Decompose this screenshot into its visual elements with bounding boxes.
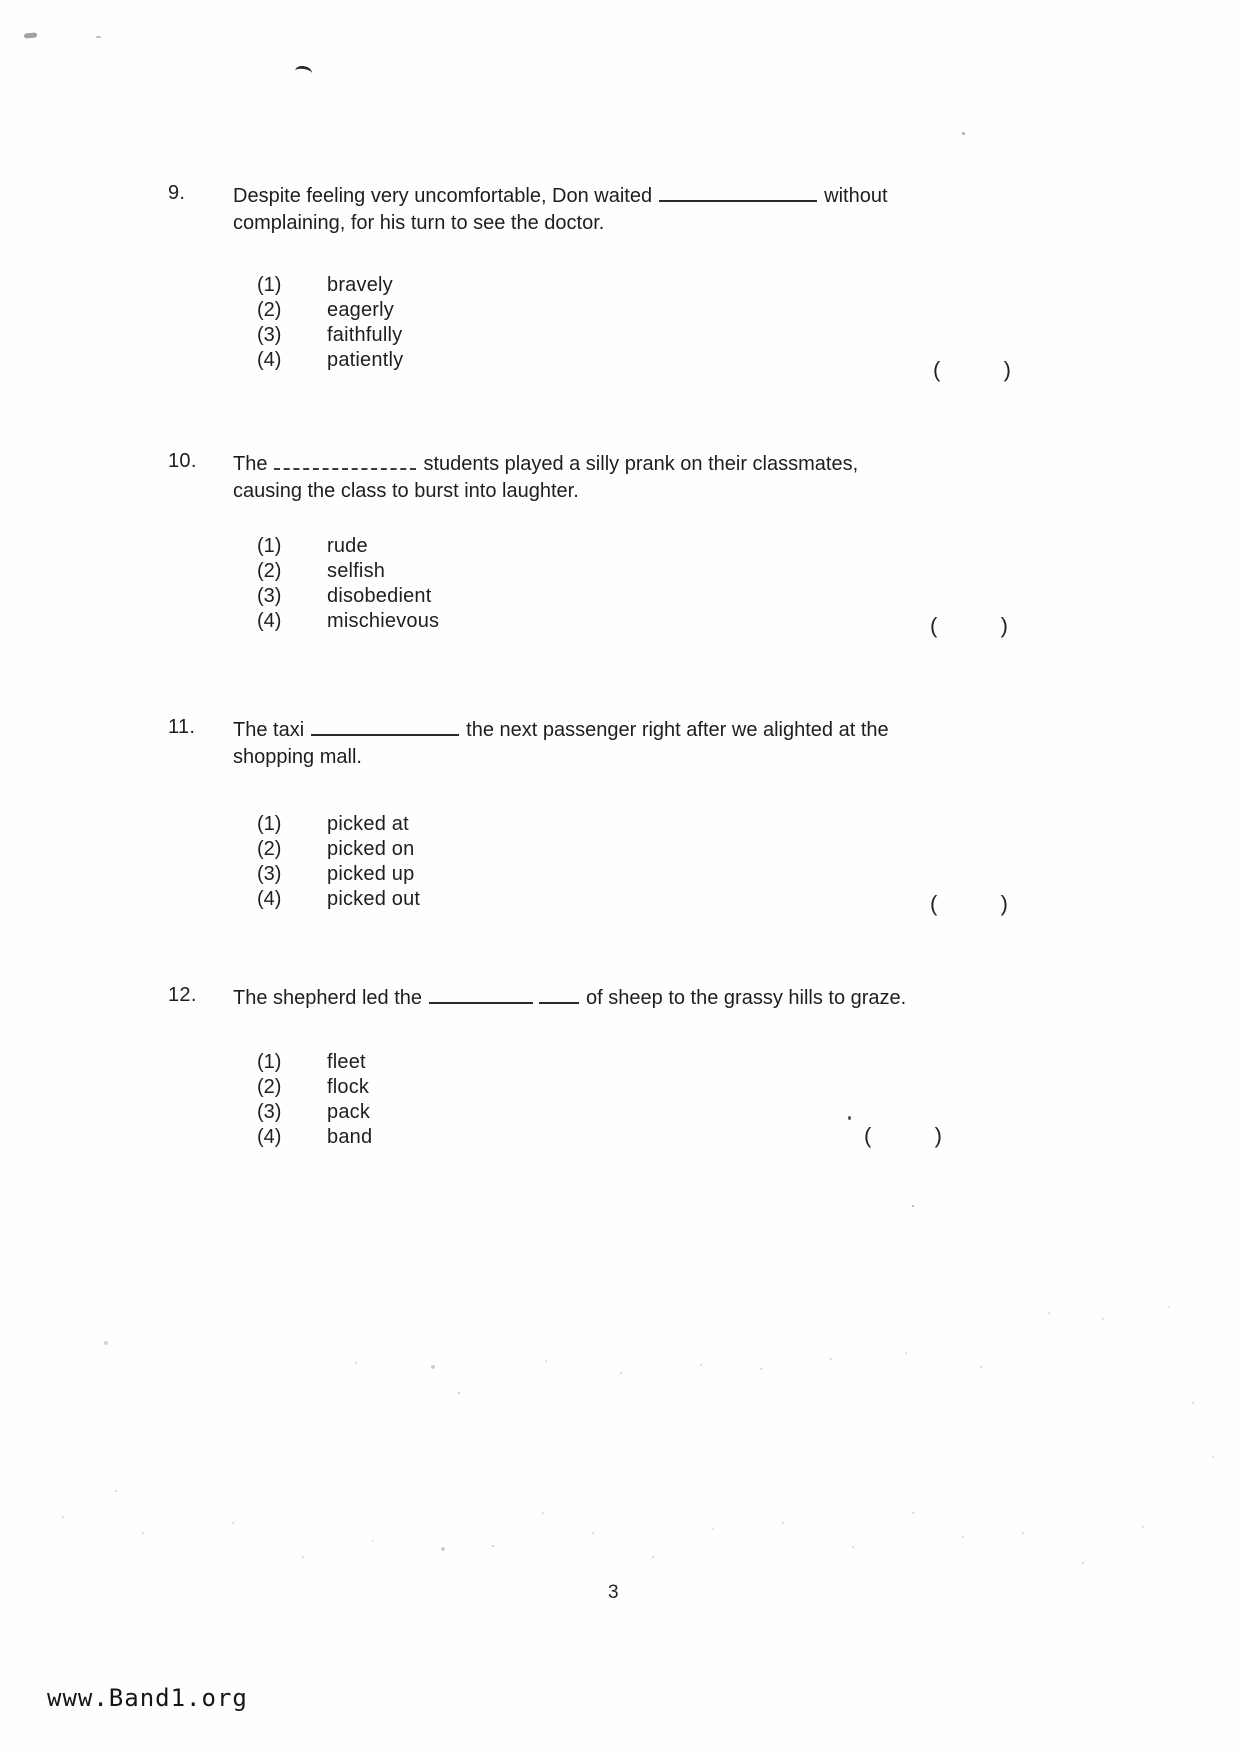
option-text: mischievous (327, 610, 440, 632)
option-label: (3) (257, 585, 282, 607)
option-label: (2) (257, 560, 282, 582)
options-list (233, 273, 1013, 373)
text-after-blank: the next passenger right after we alighted at the (466, 719, 889, 741)
text-before-blank: The taxi (233, 719, 305, 741)
close-paren: ) (934, 1123, 942, 1148)
watermark: www.Band1.org (47, 1684, 248, 1712)
option-label: (2) (257, 1076, 282, 1098)
answer-bracket (930, 890, 1008, 917)
close-paren: ) (1003, 357, 1011, 382)
option-row (257, 1050, 1013, 1075)
question-text-line1 (233, 180, 1013, 210)
option-row (257, 534, 1013, 559)
question-text-line2: complaining, for his turn to see the doctor. (233, 212, 605, 234)
question-body (233, 180, 1013, 373)
blank-line (311, 714, 459, 736)
blank-line (429, 982, 533, 1004)
option-text: pack (327, 1101, 371, 1123)
option-row (257, 837, 1013, 862)
question-body (233, 448, 1013, 634)
option-label: (4) (257, 1126, 282, 1148)
question-number: 11. (168, 716, 196, 738)
option-row (257, 887, 1013, 912)
question-text-line2: causing the class to burst into laughter. (233, 480, 579, 502)
option-label: (1) (257, 274, 282, 296)
option-row (257, 298, 1013, 323)
option-row (257, 609, 1013, 634)
question-text-line1 (233, 982, 1013, 1012)
text-before-blank: The (233, 453, 268, 475)
option-text: patiently (327, 349, 404, 371)
option-text: picked at (327, 813, 409, 835)
option-text: selfish (327, 560, 386, 582)
option-text: disobedient (327, 585, 432, 607)
answer-bracket (864, 1122, 942, 1149)
option-label: (3) (257, 863, 282, 885)
option-label: (4) (257, 888, 282, 910)
text-after-blank: without (824, 185, 888, 207)
question-text-line1 (233, 714, 1013, 744)
options-list (233, 534, 1013, 634)
option-row (257, 1075, 1013, 1100)
option-label: (3) (257, 1101, 282, 1123)
option-label: (3) (257, 324, 282, 346)
answer-bracket (933, 356, 1011, 383)
open-paren: ( (930, 613, 938, 638)
blank-line (274, 448, 416, 470)
question-11 (168, 714, 1028, 916)
open-paren: ( (933, 357, 941, 382)
text-after-blank: students played a silly prank on their classmates, (423, 453, 859, 475)
option-label: (2) (257, 299, 282, 321)
option-row (257, 812, 1013, 837)
option-text: flock (327, 1076, 370, 1098)
option-row (257, 862, 1013, 887)
option-row (257, 348, 1013, 373)
option-text: picked on (327, 838, 415, 860)
blank-line (659, 180, 817, 202)
option-text: eagerly (327, 299, 394, 321)
option-text: faithfully (327, 324, 403, 346)
scan-speck (962, 132, 965, 135)
page-number: 3 (608, 1582, 619, 1603)
question-10 (168, 448, 1028, 638)
blank-line (539, 982, 579, 1004)
option-text: picked out (327, 888, 421, 910)
option-label: (1) (257, 535, 282, 557)
question-12 (168, 982, 1028, 1150)
scan-speck (848, 1116, 851, 1120)
option-text: band (327, 1126, 373, 1148)
text-before-blank: The shepherd led the (233, 987, 423, 1009)
option-label: (4) (257, 610, 282, 632)
question-text-line1 (233, 448, 1013, 478)
question-number: 9. (168, 182, 186, 204)
option-row (257, 559, 1013, 584)
option-row (257, 323, 1013, 348)
option-row (257, 584, 1013, 609)
close-paren: ) (1000, 613, 1008, 638)
option-text: picked up (327, 863, 415, 885)
option-text: fleet (327, 1051, 366, 1073)
open-paren: ( (864, 1123, 872, 1148)
question-number: 12. (168, 984, 197, 1006)
option-text: bravely (327, 274, 393, 296)
option-label: (4) (257, 349, 282, 371)
answer-bracket (930, 612, 1008, 639)
options-list (233, 812, 1013, 912)
scan-smudge (24, 32, 37, 38)
pen-mark (294, 65, 312, 79)
option-label: (1) (257, 1051, 282, 1073)
text-after-blank: of sheep to the grassy hills to graze. (586, 987, 907, 1009)
option-row (257, 273, 1013, 298)
scan-noise (0, 0, 2, 2)
scan-speck (912, 1205, 914, 1207)
close-paren: ) (1000, 891, 1008, 916)
option-label: (2) (257, 838, 282, 860)
text-before-blank: Despite feeling very uncomfortable, Don waited (233, 185, 653, 207)
question-number: 10. (168, 450, 197, 472)
scan-speck (96, 36, 101, 38)
option-text: rude (327, 535, 368, 557)
question-9 (168, 180, 1028, 382)
option-label: (1) (257, 813, 282, 835)
question-text-line2: shopping mall. (233, 746, 362, 768)
open-paren: ( (930, 891, 938, 916)
question-body (233, 714, 1013, 912)
